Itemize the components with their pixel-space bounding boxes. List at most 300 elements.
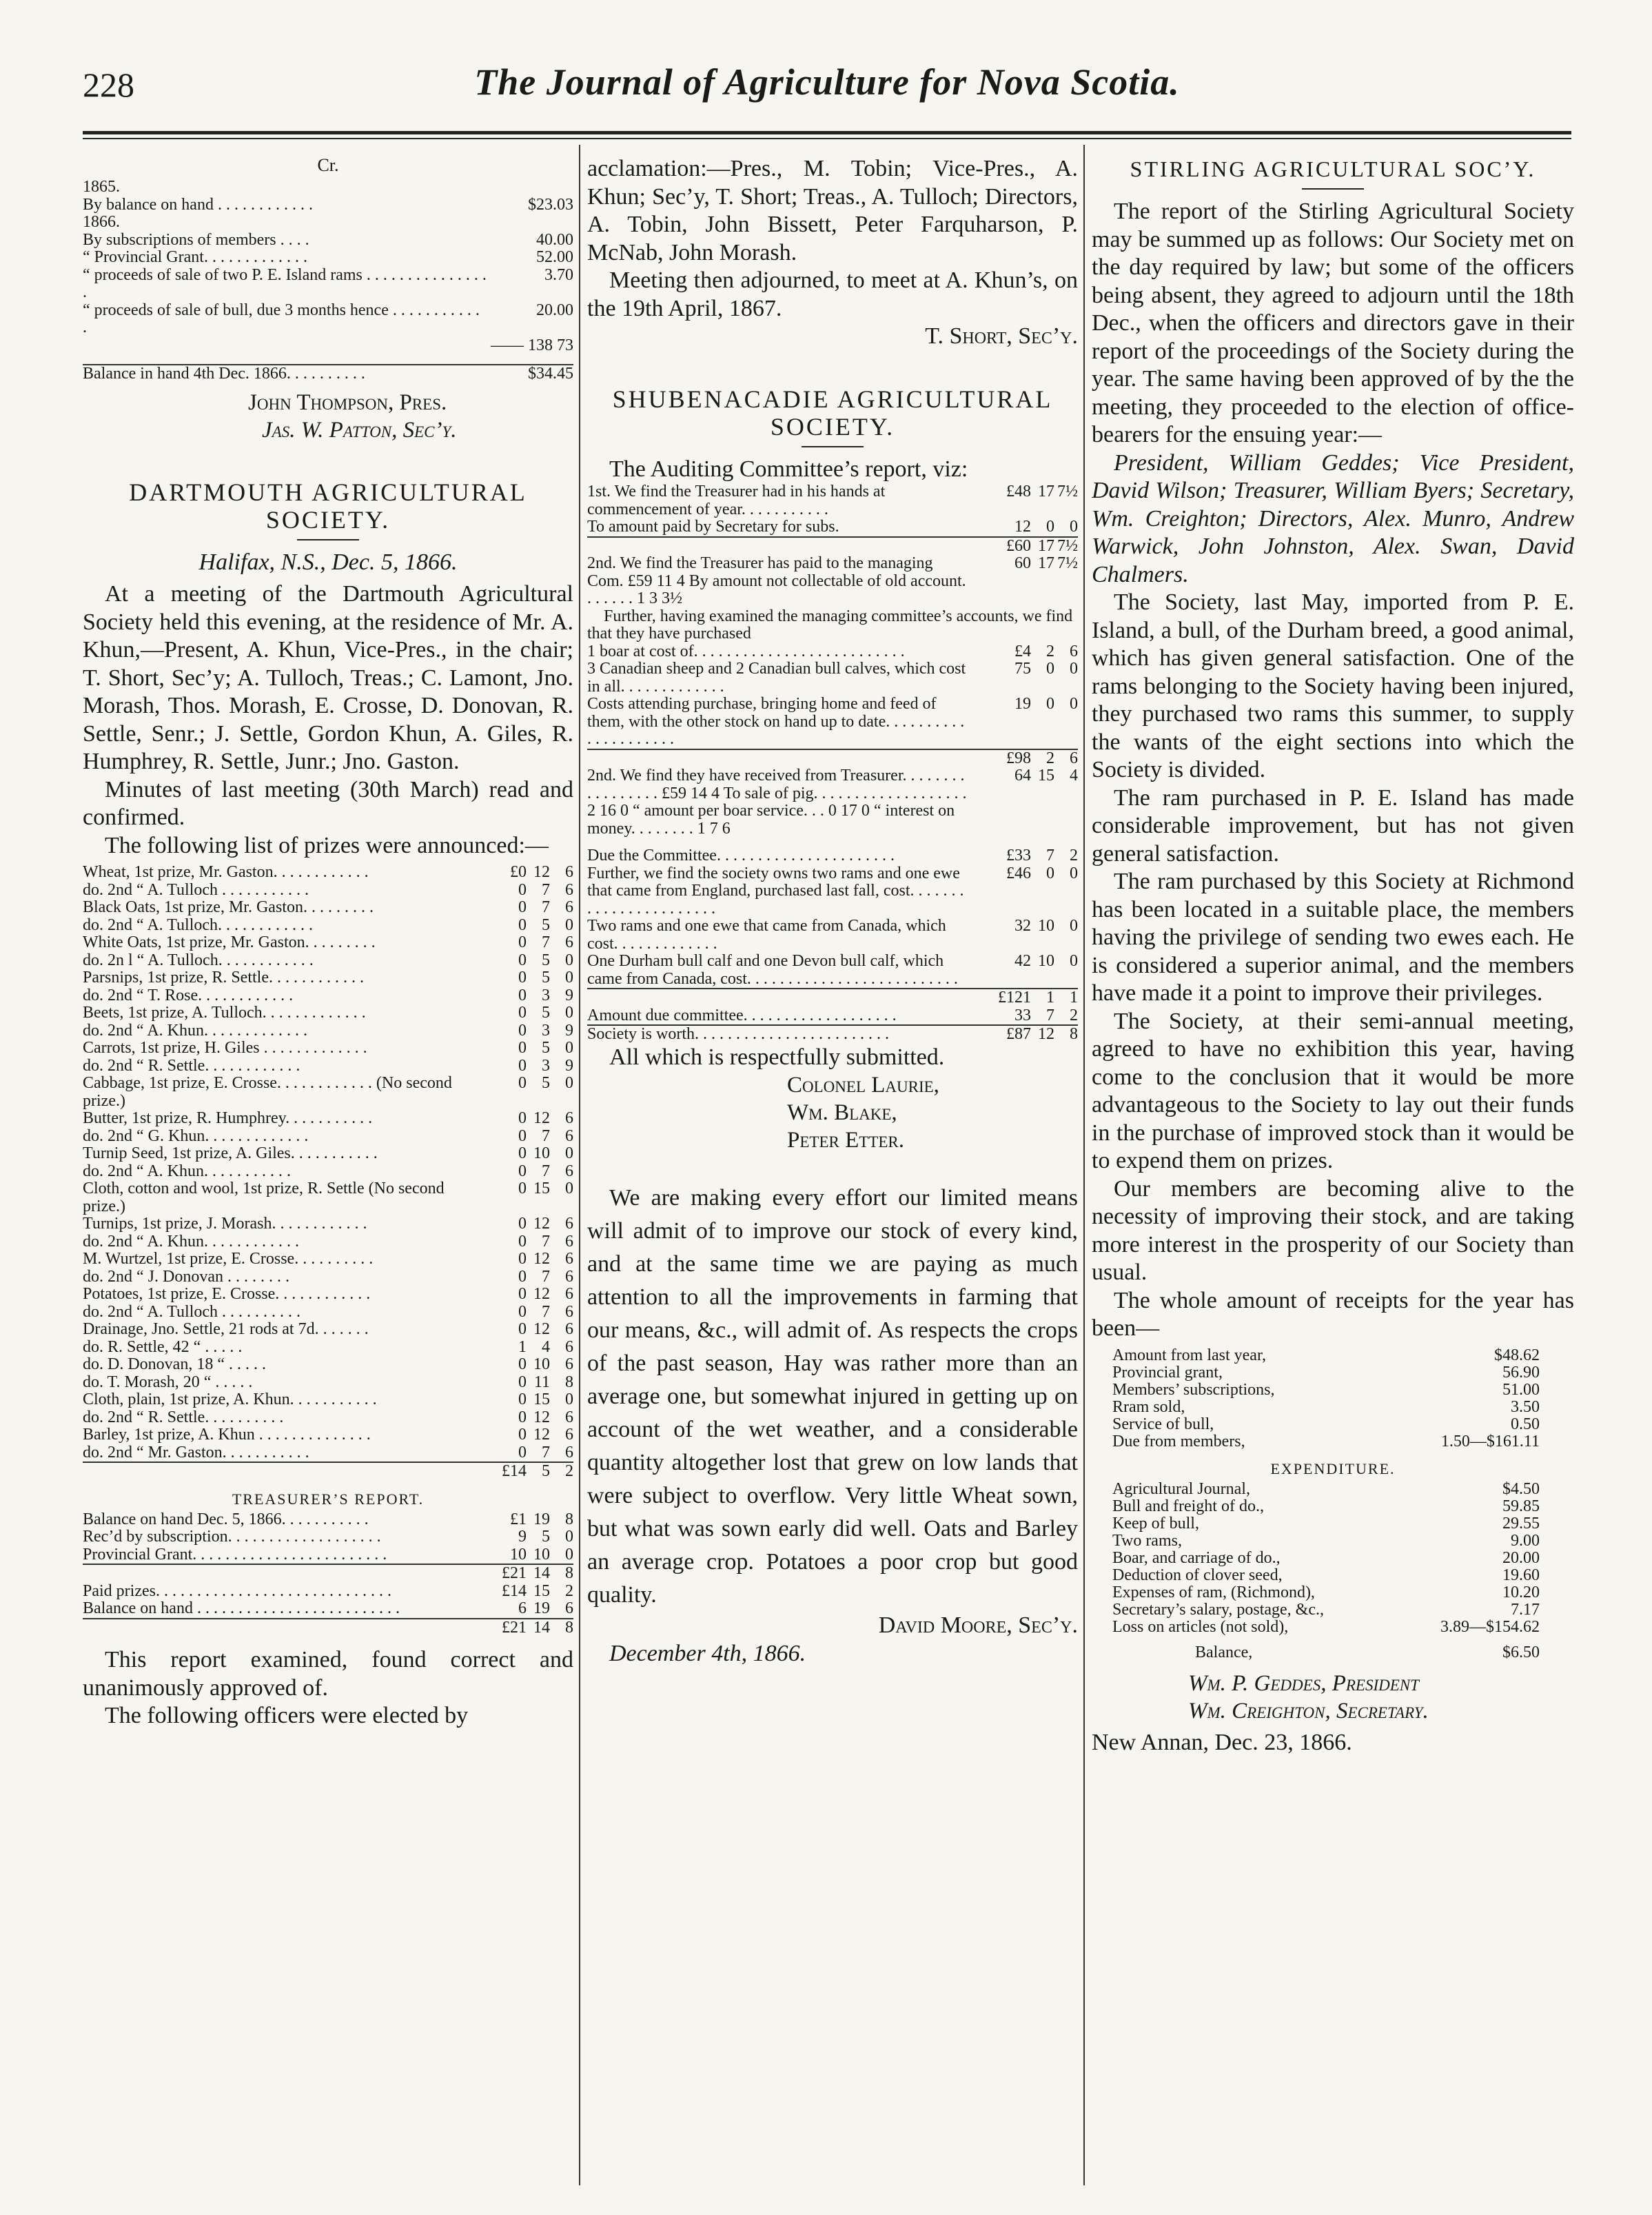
account-row — [83, 302, 573, 337]
row-pounds: 0 — [518, 1408, 527, 1426]
cr-heading: Cr. — [317, 155, 339, 175]
row-pence: 6 — [565, 933, 573, 951]
account-row — [83, 1426, 573, 1444]
letter-paragraph: We are making every effort our limited means will admit of to improve our stock of every kind, and at the same time we are paying as much attention to all the improvements in farming that our means, &c., will admit of. As respects the crops of the past season, Hay was rather more than an average one, but somewhat injured in getting up on account of the wet weather, and a considerable quantity altogether lost that grew on low lands that were subject to overflow. Very little Wheat sown, but what was sown early did well. Oats and Barley an average crop. Potatoes a poor crop but good quality. — [587, 1185, 1078, 1608]
audit-total-3-l: £98 — [976, 749, 1031, 768]
dartmouth-paragraph-2: Minutes of last meeting (30th March) read and confirmed. — [83, 776, 573, 830]
account-row — [83, 1110, 573, 1128]
row-pence: 6 — [565, 1267, 573, 1286]
row-label: Due the Committee. . . . . . . . . . . . . . . . . . . . . . — [587, 847, 895, 864]
row-shillings: 12 — [533, 1285, 550, 1303]
account-row — [83, 267, 573, 302]
row-pence: 6 — [565, 1250, 573, 1268]
dartmouth-dateline: Halifax, N.S., Dec. 5, 1866. — [198, 549, 458, 575]
account-row — [83, 1075, 573, 1110]
account-row — [587, 918, 1078, 953]
row-amount: 59.85 — [1502, 1497, 1540, 1515]
row-label: 1st. We find the Treasurer had in his hands at commencement of year. . . . . . . . . . . — [587, 483, 886, 518]
account-row — [83, 864, 573, 882]
row-shillings: 12 — [533, 1109, 550, 1127]
signature-laurie: Colonel Laurie, — [787, 1073, 939, 1098]
row-amount: 3.50 — [1511, 1397, 1540, 1416]
row-label: By balance on hand . . . . . . . . . . . . — [83, 195, 313, 214]
audit-table-7 — [587, 1007, 1078, 1025]
row-amount: 3.89—$154.62 — [1440, 1617, 1540, 1636]
row-pounds: 0 — [518, 1039, 527, 1057]
row-pounds: 0 — [518, 1443, 527, 1462]
balance-row — [83, 364, 573, 383]
row-pounds: 0 — [518, 1302, 527, 1321]
row-pounds: 0 — [518, 1373, 527, 1391]
row-label: Carrots, 1st prize, H. Giles . . . . . . . . . . . . . — [83, 1039, 367, 1057]
stirling-paragraph-2: President, William Geddes; Vice President, David Wilson; Treasurer, William Byers; Secretary, Wm. Creighton; Directors, Alex. Munro, Andrew Warwick, John Johnston, Alex. Swan, David Chalmers. — [1092, 449, 1574, 587]
account-row — [587, 865, 1078, 918]
row-amount: 9.00 — [1511, 1531, 1540, 1550]
account-row — [83, 214, 573, 232]
row-amount — [491, 214, 573, 232]
audit-total-1-d: 7½ — [1054, 537, 1078, 556]
row-shillings: 12 — [533, 1250, 550, 1268]
prizes-total-s: 5 — [527, 1462, 550, 1481]
row-pence: 0 — [1070, 952, 1078, 970]
row-label: By subscriptions of members . . . . — [83, 230, 309, 249]
row-pounds: 0 — [518, 1109, 527, 1127]
account-row — [83, 232, 573, 250]
prizes-total-d: 2 — [550, 1462, 573, 1481]
audit-total-6 — [587, 988, 1078, 1007]
account-row — [83, 1374, 573, 1392]
row-pounds: 9 — [518, 1528, 527, 1546]
header-rule-thin — [83, 138, 1571, 139]
account-row — [83, 952, 573, 970]
treasurer-total-1 — [83, 1564, 573, 1583]
row-shillings: 7 — [542, 880, 550, 899]
row-shillings: 0 — [1046, 864, 1054, 882]
column-2 — [587, 155, 1078, 2196]
stirling-balance-label: Balance, — [1195, 1643, 1253, 1661]
row-pounds: 0 — [518, 1285, 527, 1303]
treasurer-table-2 — [83, 1583, 573, 1618]
row-label: Service of bull, — [1112, 1415, 1214, 1433]
row-shillings: 7 — [542, 933, 550, 951]
row-pounds: £46 — [1006, 864, 1031, 882]
row-amount: 52.00 — [536, 248, 573, 266]
row-pence: 6 — [565, 1337, 573, 1356]
row-label: Loss on articles (not sold), — [1112, 1617, 1289, 1636]
row-label: Keep of bull, — [1112, 1514, 1199, 1533]
row-shillings: 2 — [1046, 642, 1054, 660]
row-label: Further, we find the society owns two rams and one ewe that came from England, purchased last fall, cost. . . . . . . . . . . . . . . . . . . . . . . — [587, 864, 964, 918]
row-label: Wheat, 1st prize, Mr. Gaston. . . . . . . . . . . . — [83, 863, 369, 881]
row-label: do. 2nd “ A. Tulloch . . . . . . . . . . — [83, 1302, 301, 1321]
audit-total-3 — [587, 749, 1078, 768]
row-pence: 0 — [565, 1390, 573, 1408]
row-pounds: 19 — [1014, 695, 1031, 713]
row-label: Agricultural Journal, — [1112, 1479, 1250, 1498]
row-shillings: 15 — [533, 1180, 550, 1197]
row-pence: 6 — [565, 1355, 573, 1373]
account-row — [587, 1007, 1078, 1025]
account-row — [1112, 1364, 1540, 1382]
row-pence: 0 — [565, 1144, 573, 1162]
row-label: Barley, 1st prize, A. Khun . . . . . . . . . . . . . . — [83, 1426, 371, 1444]
row-pence: 6 — [565, 1426, 573, 1444]
row-label: Paid prizes. . . . . . . . . . . . . . . . . . . . . . . . . . . . . — [83, 1581, 391, 1600]
account-row — [587, 953, 1078, 988]
treasurer-report-heading: TREASURER’S REPORT. — [232, 1490, 425, 1508]
row-amount: 0.50 — [1511, 1415, 1540, 1433]
row-pounds: 0 — [518, 1021, 527, 1040]
row-label: do. 2nd “ J. Donovan . . . . . . . . — [83, 1267, 289, 1286]
page-header — [83, 61, 1571, 123]
column-1 — [83, 155, 573, 2196]
account-row — [83, 1409, 573, 1427]
row-pounds: 0 — [518, 880, 527, 899]
row-pence: 6 — [565, 1320, 573, 1338]
row-pounds: £14 — [502, 1581, 527, 1600]
row-label: do. 2nd “ A. Khun. . . . . . . . . . . . — [83, 1232, 299, 1251]
row-label: M. Wurtzel, 1st prize, E. Crosse. . . . . . . . . . — [83, 1250, 374, 1268]
row-shillings: 7 — [1046, 1006, 1054, 1024]
row-pounds: 0 — [518, 986, 527, 1004]
account-row — [83, 249, 573, 267]
account-row — [1112, 1601, 1540, 1619]
row-pence: 0 — [565, 1528, 573, 1546]
row-shillings: 12 — [533, 1215, 550, 1233]
stirling-paragraph-4: The ram purchased in P. E. Island has made considerable improvement, but has not given general satisfaction. — [1092, 785, 1574, 867]
closing-paragraph-1: This report examined, found correct and unanimously approved of. — [83, 1647, 573, 1701]
account-row — [83, 1180, 573, 1215]
row-label: Balance on hand . . . . . . . . . . . . . . . . . . . . . . . . . — [83, 1599, 400, 1617]
row-amount: —— 138 73 — [491, 336, 573, 354]
row-label: 2nd. We find they have received from Treasurer. . . . . . . . . . . . . . . . . £59 14 4 To sale of pig. . . . . . . . . . . . . . . . . . . 2 16 0 “ amount per boar service. . . 0 17 0 “ interest on money. . . . . . . . 1 7 6 — [587, 767, 967, 838]
signature-blake: Wm. Blake, — [787, 1100, 897, 1125]
row-pounds: 0 — [518, 1390, 527, 1408]
row-label: Provincial grant, — [1112, 1363, 1223, 1382]
account-row — [83, 1511, 573, 1529]
account-row — [83, 882, 573, 900]
column-divider-2 — [1083, 145, 1085, 2185]
account-row — [1112, 1533, 1540, 1550]
closing-paragraph-2: The following officers were elected by — [105, 1703, 469, 1728]
signature-president: John Thompson, Pres. — [248, 390, 447, 415]
treasurer-total-2-d: 8 — [550, 1619, 573, 1637]
row-shillings: 19 — [533, 1510, 550, 1528]
row-pence: 9 — [565, 986, 573, 1004]
row-shillings: 10 — [1038, 952, 1054, 970]
row-pence: 6 — [565, 898, 573, 916]
row-pounds: 0 — [518, 1250, 527, 1268]
row-pence: 0 — [565, 1545, 573, 1564]
row-pounds: 0 — [518, 1144, 527, 1162]
treasurer-total-2-l: £21 — [471, 1619, 527, 1637]
row-shillings: 7 — [542, 1126, 550, 1145]
row-pounds: 0 — [518, 1004, 527, 1022]
account-row — [83, 934, 573, 952]
row-pounds: 42 — [1014, 952, 1031, 970]
account-row — [83, 1128, 573, 1146]
stirling-heading: STIRLING AGRICULTURAL SOC’Y. — [1130, 156, 1536, 181]
row-pence: 4 — [1070, 767, 1078, 785]
account-row — [1112, 1481, 1540, 1498]
account-row — [83, 1268, 573, 1286]
stirling-paragraph-5: The ram purchased by this Society at Richmond has been located in a suitable place, the members having the privilege of sending two ewes each. He is considered a superior animal, and the members have made it a point to improve their privileges. — [1092, 869, 1574, 1006]
account-row — [83, 1163, 573, 1181]
stirling-balance-amount: $6.50 — [1502, 1643, 1540, 1661]
account-row — [83, 1356, 573, 1374]
row-pounds: 32 — [1014, 917, 1031, 935]
prizes-total — [83, 1462, 573, 1481]
account-row — [1112, 1584, 1540, 1601]
column-divider-1 — [579, 145, 580, 2185]
stirling-balance — [1112, 1644, 1540, 1661]
row-pounds: 6 — [518, 1599, 527, 1617]
row-amount: 51.00 — [1502, 1380, 1540, 1399]
balance-amount: $34.45 — [528, 365, 573, 383]
row-label: Secretary’s salary, postage, &c., — [1112, 1600, 1324, 1619]
row-label: do. D. Donovan, 18 “ . . . . . — [83, 1355, 266, 1373]
row-shillings: 12 — [533, 1320, 550, 1338]
row-shillings: 7 — [542, 1267, 550, 1286]
row-pounds: 0 — [518, 1180, 527, 1197]
audit-total-1-l: £60 — [976, 537, 1031, 556]
row-shillings: 0 — [1046, 695, 1054, 713]
row-pence: 8 — [565, 1373, 573, 1391]
row-label — [83, 337, 491, 355]
row-pence: 0 — [565, 916, 573, 934]
row-pence: 9 — [565, 1056, 573, 1075]
letter-signature: David Moore, Sec’y. — [878, 1612, 1078, 1638]
row-pounds: 0 — [518, 1232, 527, 1251]
row-label: “ proceeds of sale of bull, due 3 months hence . . . . . . . . . . . . — [83, 301, 480, 336]
account-row — [83, 969, 573, 987]
row-shillings: 0 — [1046, 660, 1054, 678]
row-pence: 0 — [1070, 518, 1078, 536]
account-row — [83, 1233, 573, 1251]
row-label: Cloth, cotton and wool, 1st prize, R. Settle (No second prize.) — [83, 1180, 445, 1215]
row-pounds: 0 — [518, 1320, 527, 1338]
account-row — [587, 660, 1078, 696]
account-row — [1112, 1416, 1540, 1433]
account-row — [83, 196, 573, 214]
account-row — [83, 1004, 573, 1022]
row-label: 2nd. We find the Treasurer has paid to the managing Com. £59 11 4 By amount not collectable of old account. . . . . . . 1 3 3½ — [587, 554, 966, 607]
row-pounds: 0 — [518, 1074, 527, 1092]
account-row — [587, 696, 1078, 749]
dartmouth-heading: DARTMOUTH AGRICULTURAL SOCIETY. — [129, 478, 527, 534]
row-pounds: 0 — [518, 1162, 527, 1180]
row-pence: 0 — [565, 1180, 573, 1197]
row-amount: 40.00 — [536, 230, 573, 249]
row-shillings: 5 — [542, 951, 550, 969]
row-shillings: 3 — [542, 1056, 550, 1075]
account-row — [587, 767, 1078, 838]
receipts-table — [1112, 1347, 1540, 1450]
stirling-paragraph-6: The Society, at their semi-annual meeting, agreed to have no exhibition this year, having come to the conclusion that it would be more advantageous to the Society to lay out their funds in the purchase of improved stock than it would be to expend them on prizes. — [1092, 1008, 1574, 1173]
row-pence: 2 — [1070, 847, 1078, 864]
stirling-signatures — [1188, 1670, 1574, 1725]
account-row — [83, 1022, 573, 1040]
row-pence: 0 — [565, 951, 573, 969]
row-shillings: 10 — [533, 1355, 550, 1373]
audit-total-6-l: £121 — [976, 989, 1031, 1007]
row-pence: 8 — [565, 1510, 573, 1528]
row-pence: 6 — [565, 1162, 573, 1180]
treasurer-total-1-d: 8 — [550, 1564, 573, 1583]
account-row — [83, 1583, 573, 1601]
row-pounds: 0 — [518, 933, 527, 951]
row-label: Turnips, 1st prize, J. Morash. . . . . . . . . . . . — [83, 1215, 367, 1233]
row-label: Two rams, — [1112, 1531, 1182, 1550]
elected-paragraph: acclamation:—Pres., M. Tobin; Vice-Pres., A. Khun; Sec’y, T. Short; Treas., A. Tulloch; Directors, A. Tobin, John Bissett, Peter Farquharson, P. McNab, John Morash. — [587, 156, 1078, 265]
row-label: Cloth, plain, 1st prize, A. Khun. . . . . . . . . . . — [83, 1390, 377, 1408]
row-shillings: 3 — [542, 986, 550, 1004]
prizes-table — [83, 864, 573, 1462]
row-label: Members’ subscriptions, — [1112, 1380, 1275, 1399]
row-label: “ proceeds of sale of two P. E. Island rams . . . . . . . . . . . . . . . . — [83, 265, 487, 301]
audit-intro: The Auditing Committee’s report, viz: — [609, 456, 968, 482]
row-shillings: 15 — [533, 1390, 550, 1408]
row-label: Amount from last year, — [1112, 1346, 1266, 1364]
row-pence: 7½ — [1057, 483, 1078, 500]
row-pence: 2 — [1070, 1006, 1078, 1024]
row-amount: $23.03 — [528, 195, 573, 214]
row-shillings: 7 — [1046, 847, 1054, 864]
heading-rule — [1302, 188, 1364, 190]
audit-table-4 — [587, 767, 1078, 838]
treasurer-total-1-l: £21 — [471, 1564, 527, 1583]
treasurer-total-2-s: 14 — [527, 1619, 550, 1637]
column-3 — [1092, 155, 1574, 2196]
row-shillings: 10 — [1038, 917, 1054, 935]
row-pounds: 60 — [1014, 554, 1031, 572]
row-shillings: 0 — [1046, 518, 1054, 536]
balance-label: Balance in hand 4th Dec. 1866. . . . . . . . . . — [83, 365, 365, 383]
account-row — [83, 1391, 573, 1409]
row-pence: 0 — [565, 969, 573, 987]
account-row — [587, 518, 1078, 536]
row-amount: $48.62 — [1494, 1346, 1540, 1364]
audit-table-2 — [587, 555, 1078, 608]
account-row — [1112, 1433, 1540, 1450]
signature-geddes: Wm. P. Geddes, President — [1188, 1670, 1419, 1696]
row-pence: 0 — [1070, 917, 1078, 935]
row-pence: 0 — [1070, 695, 1078, 713]
row-shillings: 17 — [1038, 554, 1054, 572]
society-worth — [587, 1024, 1078, 1044]
audit-table-3 — [587, 643, 1078, 749]
row-label: do. 2nd “ Mr. Gaston. . . . . . . . . . . — [83, 1443, 309, 1462]
row-shillings: 4 — [542, 1337, 550, 1356]
row-label: do. 2nd “ A. Khun. . . . . . . . . . . — [83, 1162, 291, 1180]
account-row — [587, 483, 1078, 518]
row-shillings: 7 — [542, 1302, 550, 1321]
header-rule — [83, 131, 1571, 134]
heading-rule — [802, 446, 864, 447]
row-pence: 6 — [1070, 642, 1078, 660]
row-pence: 0 — [565, 1039, 573, 1057]
row-shillings: 11 — [533, 1373, 550, 1391]
treasurer-total-2 — [83, 1618, 573, 1637]
account-row — [83, 1546, 573, 1564]
row-pounds: 0 — [518, 1426, 527, 1444]
audit-table-6 — [587, 865, 1078, 989]
stirling-paragraph-1: The report of the Stirling Agricultural Society may be summed up as follows: Our Society met on the day required by law; but some of the officers being absent, they agreed to adjourn until the 18th Dec., when the officers and directors gave in their report of the proceedings of the Society during the year. The same having been approved of by the the meeting, they proceeded to the election of office-bearers for the ensuing year:— — [1092, 199, 1574, 447]
submitted-line: All which is respectfully submitted. — [609, 1044, 945, 1070]
adjourn-paragraph: Meeting then adjourned, to meet at A. Khun’s, on the 19th April, 1867. — [587, 267, 1078, 321]
letter-date: December 4th, 1866. — [609, 1640, 806, 1666]
row-amount: 29.55 — [1502, 1514, 1540, 1533]
stirling-paragraph-7: Our members are becoming alive to the necessity of improving their stock, and are taking more interest in the prosperity of our Society than usual. — [1092, 1175, 1574, 1285]
account-row — [83, 917, 573, 935]
row-pounds: £4 — [1014, 642, 1031, 660]
account-row — [587, 847, 1078, 865]
row-label: do. T. Morash, 20 “ . . . . . — [83, 1373, 253, 1391]
row-pounds: 75 — [1014, 660, 1031, 678]
row-amount: 1.50—$161.11 — [1440, 1432, 1540, 1450]
account-row — [1112, 1567, 1540, 1584]
row-shillings: 15 — [533, 1581, 550, 1600]
row-shillings: 5 — [542, 1004, 550, 1022]
journal-title: The Journal of Agriculture for Nova Scotia. — [474, 61, 1180, 103]
row-shillings: 7 — [542, 1232, 550, 1251]
account-row — [83, 1215, 573, 1233]
account-row — [83, 1058, 573, 1075]
row-pounds: £0 — [510, 863, 527, 881]
expenditure-heading: EXPENDITURE. — [1270, 1459, 1396, 1477]
row-shillings: 5 — [542, 1074, 550, 1092]
row-pounds: 0 — [518, 969, 527, 987]
treasurer-signatures — [248, 389, 573, 444]
account-row — [83, 1444, 573, 1462]
account-row — [83, 1339, 573, 1357]
audit-total-3-s: 2 — [1031, 749, 1054, 768]
expenditure-table — [1112, 1481, 1540, 1636]
row-label: Parsnips, 1st prize, R. Settle. . . . . . . . . . . . — [83, 969, 364, 987]
account-row — [1112, 1498, 1540, 1515]
row-pence: 7½ — [1057, 554, 1078, 572]
row-shillings: 7 — [542, 1443, 550, 1462]
row-pounds: 1 — [518, 1337, 527, 1356]
auditor-signatures — [787, 1071, 1078, 1154]
row-shillings: 7 — [542, 1162, 550, 1180]
row-amount — [491, 179, 573, 196]
row-label: Turnip Seed, 1st prize, A. Giles. . . . . . . . . . . — [83, 1144, 378, 1162]
row-pence: 0 — [565, 1004, 573, 1022]
row-pence: 6 — [565, 1215, 573, 1233]
row-label: 3 Canadian sheep and 2 Canadian bull calves, which cost in all. . . . . . . . . . . . . — [587, 660, 966, 696]
row-label: Rec’d by subscription. . . . . . . . . . . . . . . . . . . — [83, 1528, 381, 1546]
row-label: 1 boar at cost of. . . . . . . . . . . . . . . . . . . . . . . . . . — [587, 642, 905, 660]
row-shillings: 5 — [542, 969, 550, 987]
row-pounds: 0 — [518, 951, 527, 969]
row-label: do. 2nd “ T. Rose. . . . . . . . . . . . — [83, 986, 294, 1004]
cr-account-table — [83, 179, 573, 354]
audit-total-1-s: 17 — [1031, 537, 1054, 556]
audit-further-1: Further, having examined the managing committee’s accounts, we find that they have purchased — [587, 607, 1073, 643]
row-label: 1866. — [83, 213, 120, 231]
shubenacadie-heading: SHUBENACADIE AGRICULTURAL SOCIETY. — [612, 385, 1053, 441]
society-worth-d: 8 — [1054, 1025, 1078, 1044]
audit-table-1 — [587, 483, 1078, 536]
account-row — [83, 987, 573, 1005]
stirling-paragraph-8: The whole amount of receipts for the year has been— — [1092, 1287, 1574, 1341]
prizes-total-l: £14 — [471, 1462, 527, 1481]
account-row — [587, 555, 1078, 608]
row-pence: 6 — [565, 1126, 573, 1145]
row-amount: 56.90 — [1502, 1363, 1540, 1382]
row-pence: 6 — [565, 863, 573, 881]
